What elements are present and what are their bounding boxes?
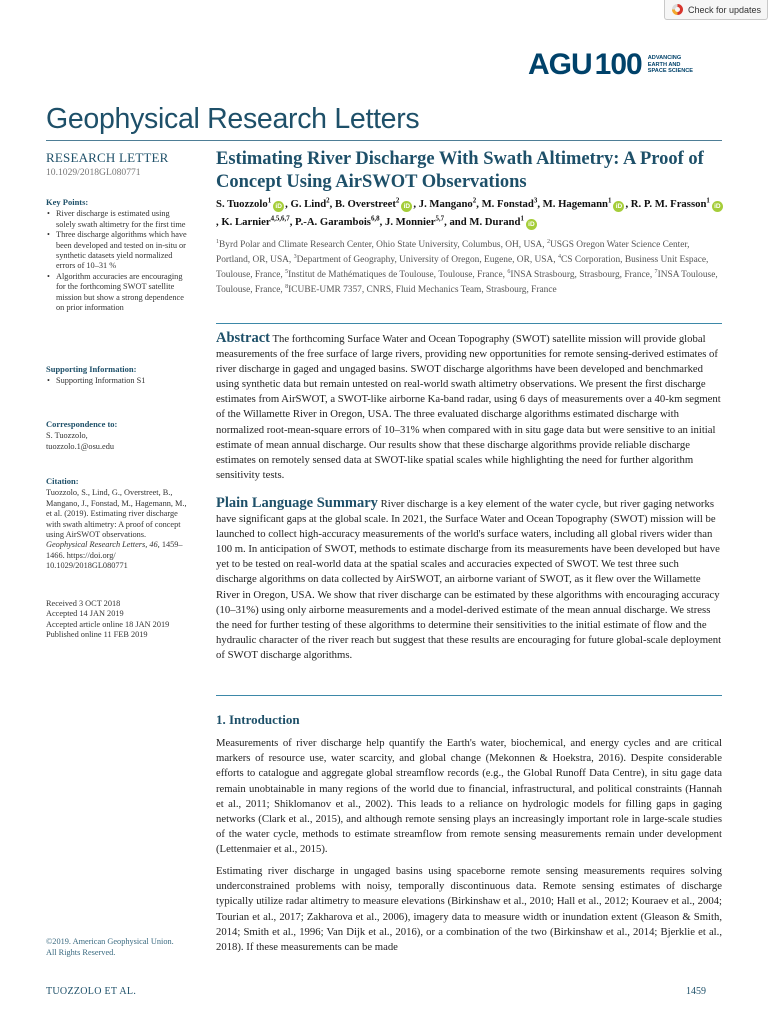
affiliation-number: 4 — [557, 253, 562, 260]
author-name: G. Lind — [290, 198, 327, 210]
affiliation-text: Byrd Polar and Climate Research Center, Ohio State University, Columbus, OH, USA, — [219, 240, 547, 250]
plain-language-text: River discharge is a key element of the water cycle, but river gaging networks have significant gaps at the global scale. In 2021, the Surface Water and Ocean Topography (SWOT) mission will be launched to collect high-accuracy measurements of the world's surface waters, including all global rivers wider than 100 m. In anticipation of SWOT, methods to estimate discharge from its measurements have been developed but have yet to be tested on real-world data at the spatial scales and accuracies expected of SWOT. We test three such discharge algorithms on data collected by AirSWOT, an airborne variant of SWOT, as it flew over the Willamette River in Oregon, USA. We show that river discharge can be estimated by these algorithms with encouraging accuracy (10–31%) using only airborne measurements and a model-derived estimate of the mean annual discharge. We stress the need for further testing of these algorithms to determine their sensitivities to the initial estimate of flow and the hydraulic character of the river reach but suggest that these results are encouraging for future global-scale deployment of SWOT discharge algorithms. — [216, 498, 722, 661]
author-name: P.-A. Garambois — [295, 215, 371, 228]
affiliation-text: INSA Strasbourg, Strasbourg, France, — [510, 270, 655, 280]
author-separator: , — [537, 198, 543, 210]
introduction-paragraph-1: Measurements of river discharge help quantify the Earth's water, biochemical, and energy cycles and are critical markers of resource use, water scarcity, and global change (Mekonnen & Hoekstra, 2016). Despite considerable efforts to catalogue and aggregate global streamflow records (e.g., the Global Runoff Data Centre), in situ gage data remain unobtainable in many regions of the world due to financial, infrastructural, and political constraints (Hannah et al., 2011; Shiklomanov et al., 2002). This leads to a reliance on hydrologic models for filling gaps in gaging networks (Clark et al., 2015), and although remote sensing plays an increasingly important role in large-scale studies of the water cycle, methods to estimate streamflow from remote sensing measurements remain under development (Lettenmaier et al., 2015). — [216, 737, 722, 856]
author-affiliation-sup: 1 — [607, 196, 612, 205]
footer-authors: TUOZZOLO ET AL. — [46, 986, 137, 997]
author-separator: , — [285, 198, 291, 210]
author-name: J. Mangano — [418, 198, 473, 210]
plain-language-summary — [216, 496, 722, 663]
check-for-updates-label: Check for updates — [688, 4, 762, 15]
author-affiliation-sup: 2 — [395, 196, 400, 205]
introduction-heading: 1. Introduction — [216, 712, 300, 727]
agu-logo — [528, 48, 693, 82]
author-affiliation-sup: 1 — [706, 196, 710, 205]
copyright-line: ©2019. American Geophysical Union. — [46, 937, 174, 946]
affiliation-text: Department of Geography, University of Oregon, Eugene, OR, USA, — [296, 255, 558, 265]
key-points-heading: Key Points: — [46, 197, 89, 207]
date-line: Accepted article online 18 JAN 2019 — [46, 619, 170, 629]
author-separator: , — [625, 198, 631, 210]
summary-rule — [216, 695, 722, 696]
author-affiliation-sup: 6,8 — [370, 213, 380, 222]
citation-text — [46, 488, 188, 571]
abstract-heading: Abstract — [216, 330, 270, 346]
key-points — [46, 197, 188, 313]
author-name: R. P. M. Frasson — [630, 198, 707, 210]
author-name: J. Monnier — [384, 215, 436, 228]
date-line: Received 3 OCT 2018 — [46, 599, 121, 608]
author-separator: , — [413, 198, 419, 210]
logo-number: 100 — [594, 48, 642, 81]
author-affiliation-sup: 2 — [326, 196, 330, 205]
author-affiliation-sup: 4,5,6,7 — [270, 213, 290, 222]
orcid-icon[interactable]: iD — [526, 219, 537, 230]
supporting-information — [46, 364, 188, 387]
author-separator: , and — [444, 215, 470, 228]
article-type: RESEARCH LETTER — [46, 150, 169, 165]
author-separator: , — [216, 215, 222, 228]
logo-word: AGU — [528, 48, 592, 81]
affiliation-text: CS Corporation, Business Unit Espace, Toulouse, France, — [216, 255, 709, 280]
correspondence — [46, 419, 188, 452]
logo-tagline-line: ADVANCING — [647, 55, 682, 62]
copyright-line: All Rights Reserved. — [46, 948, 116, 957]
supporting-heading: Supporting Information: — [46, 364, 137, 374]
crossmark-icon — [672, 4, 683, 15]
key-point-item: • River discharge is estimated using solely swath altimetry for the first time — [46, 209, 188, 230]
date-line: Accepted 14 JAN 2019 — [46, 609, 124, 619]
author-separator: , — [289, 215, 296, 228]
author-separator: , — [476, 198, 482, 210]
check-for-updates-button[interactable] — [664, 0, 768, 20]
citation-text-b[interactable]: 1459–1466. https://doi.org/ 10.1029/2018GL080771 — [46, 540, 183, 571]
key-point-item: • Three discharge algorithms which have been developed and tested on in-situ or synthetic datasets yield normalized errors of 10–31 % — [46, 230, 188, 272]
orcid-icon[interactable]: iD — [401, 201, 412, 212]
author-name: M. Fonstad — [481, 198, 534, 210]
correspondence-heading: Correspondence to: — [46, 419, 118, 429]
article-title: Estimating River Discharge With Swath Altimetry: A Proof of Concept Using AirSWOT Observations — [216, 149, 704, 192]
affiliation-number: 3 — [293, 253, 297, 260]
affiliation-number: 1 — [216, 238, 220, 245]
doi: 10.1029/2018GL080771 — [46, 167, 141, 178]
affiliation-text: Institut de Mathématiques de Toulouse, Toulouse, France, — [288, 270, 508, 280]
affiliation-number: 8 — [285, 283, 289, 290]
affiliation-text: ICUBE-UMR 7357, CNRS, Fluid Mechanics Team, Strasbourg, France — [288, 285, 557, 295]
author-affiliation-sup: 1 — [520, 213, 524, 222]
correspondence-email[interactable]: tuozzolo.1@osu.edu — [46, 441, 115, 451]
history-dates — [46, 599, 188, 641]
citation — [46, 476, 188, 572]
plain-language-heading: Plain Language Summary — [216, 495, 378, 511]
affiliation-text: INSA Toulouse, Toulouse, France, — [216, 270, 718, 295]
author-separator: , — [379, 215, 385, 228]
author-name: K. Larnier — [221, 215, 271, 228]
author-affiliation-sup: 3 — [533, 196, 538, 205]
citation-text-a: Tuozzolo, S., Lind, G., Overstreet, B., Mangano, J., Fonstad, M., Hagemann, M., et al. (2019). Estimating river discharge with swath altimetry: A proof of concept using AirSWOT observations. — [46, 488, 187, 540]
introduction-paragraph-2: Estimating river discharge in ungaged basins using spaceborne remote sensing measurements requires solving underconstrained problems with noisy, temporally discontinuous data. Remote sensing estimates of discharge typically utilize radar altimetry to measure elevations (Birkinshaw et al., 2010; Hall et al., 2012; Kouraev et al., 2004; Tourian et al., 2017; Zakharova et al., 2006), imagery data to measure width or inundation extent (Gleason & Smith, 2014; Smith et al., 1996; Van Dijk et al., 2016), or a combination of the two (Birkinshaw et al., 2014; Bjerklie et al., 2018). If these measurements can be made — [216, 865, 722, 954]
correspondence-name: S. Tuozzolo, — [46, 431, 88, 441]
page-number: 1459 — [686, 986, 706, 997]
affiliation-text: USGS Oregon Water Science Center, Portland, OR, USA, — [216, 240, 690, 265]
author-affiliation-sup: 1 — [267, 196, 272, 205]
supporting-link[interactable]: • Supporting Information S1 — [46, 376, 188, 386]
author-name: M. Durand — [469, 215, 521, 228]
header-rule — [46, 140, 722, 141]
logo-tagline-line: EARTH AND — [647, 61, 681, 68]
author-affiliation-sup: 2 — [472, 196, 477, 205]
affiliation-number: 7 — [654, 268, 658, 275]
orcid-icon[interactable]: iD — [712, 201, 723, 212]
author-affiliation-sup: 5,7 — [435, 213, 445, 222]
author-name: M. Hagemann — [542, 198, 608, 210]
affiliation-number: 5 — [285, 268, 289, 275]
copyright — [46, 936, 188, 958]
author-separator: , — [329, 198, 335, 210]
orcid-icon[interactable]: iD — [273, 201, 284, 212]
affiliations — [216, 238, 718, 298]
citation-journal: Geophysical Research Letters, 46, — [46, 540, 160, 550]
logo-tagline-line: SPACE SCIENCE — [647, 68, 694, 75]
affiliation-number: 2 — [546, 238, 550, 245]
orcid-icon[interactable]: iD — [613, 201, 624, 212]
abstract — [216, 331, 722, 483]
author-name: B. Overstreet — [334, 198, 396, 210]
author-list — [216, 196, 726, 231]
key-point-item: • Algorithm accuracies are encouraging for the forthcoming SWOT satellite mission but show a strong dependence on prior information — [46, 272, 188, 314]
abstract-text: The forthcoming Surface Water and Ocean Topography (SWOT) satellite mission will provide global measurements of the free surface of large rivers, providing new opportunities for remote sensing-derived estimates of river discharge in gaged and ungaged basins. SWOT discharge algorithms have been developed and benchmarked using synthetic data but remain untested on real-world swath altimetry observations. We present the first discharge estimates from AirSWOT, a SWOT-like airborne Ka-band radar, using 6 days of measurements over a 40-km segment of the Willamette River in Oregon, USA. The three evaluated discharge algorithms estimated discharge with normalized root-mean-square errors of 10–31% when compared with in situ gage data but were sensitive to an initial estimate of mean annual discharge. Our results show that these discharge algorithms provide reliable discharge estimates on remotely sensed data at SWOT-like spatial scales while highlighting the need for further algorithm sensitivity tests. — [216, 333, 721, 481]
journal-title: Geophysical Research Letters — [46, 103, 420, 135]
affiliation-number: 6 — [507, 268, 511, 275]
logo-tagline — [648, 55, 693, 74]
citation-heading: Citation: — [46, 476, 79, 486]
abstract-rule — [216, 323, 722, 324]
date-line: Published online 11 FEB 2019 — [46, 630, 148, 640]
author-name: S. Tuozzolo — [216, 198, 268, 210]
